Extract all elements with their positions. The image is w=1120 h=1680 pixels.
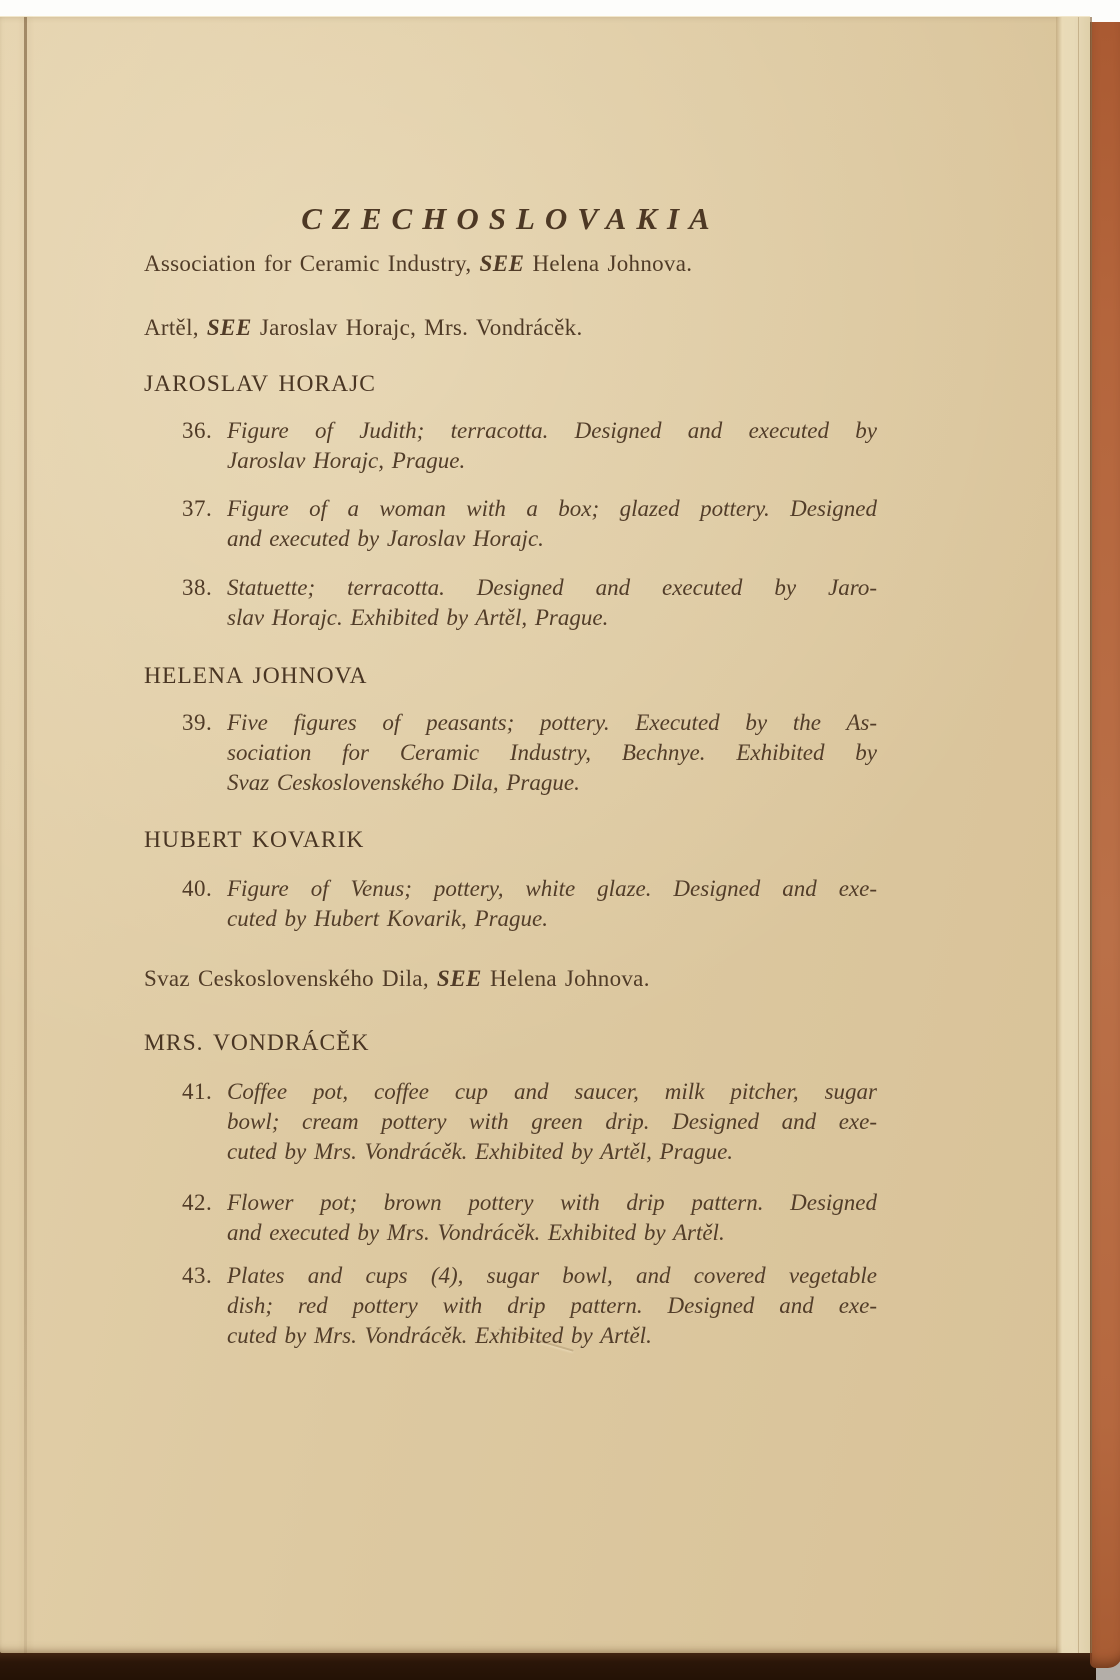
book-cover-edge [1090,22,1120,1668]
item-text-line: Five figures of peasants; pottery. Executed by the As- [227,710,877,735]
item-text-line: Jaroslav Horajc, Prague. [227,448,466,473]
catalog-item-39 [182,708,877,798]
item-text-line: Figure of a woman with a box; glazed pottery. Designed [227,496,877,521]
see-keyword: SEE [479,251,525,276]
cross-reference-artel [144,313,904,343]
item-text-line: Figure of Judith; terracotta. Designed and executed by [227,418,877,443]
item-text-line: slav Horajc. Exhibited by Artěl, Prague. [227,605,609,630]
page-title: CZECHOSLOVAKIA [301,201,720,236]
cross-reference-svaz [144,964,904,994]
item-text-line: sociation for Ceramic Industry, Bechnye. Exhibited by [227,740,877,765]
section-heading-hubert-kovarik: HUBERT KOVARIK [144,827,365,853]
xref-text-before: Association for Ceramic Industry, [144,251,480,276]
item-text-line: Coffee pot, coffee cup and saucer, milk pitcher, sugar [227,1079,877,1104]
item-text-line: Figure of Venus; pottery, white glaze. Designed and exe- [227,876,877,901]
section-heading-helena-johnova: HELENA JOHNOVA [144,663,368,689]
item-text-line: Plates and cups (4), sugar bowl, and covered vegetable [227,1263,877,1288]
cross-reference-association [144,249,904,279]
section-heading-jaroslav-horajc: JAROSLAV HORAJC [144,371,376,397]
item-text-line: cuted by Hubert Kovarik, Prague. [227,906,548,931]
item-text-line: cuted by Mrs. Vondrácěk. Exhibited by Artěl. [227,1323,652,1348]
item-text-line: and executed by Mrs. Vondrácěk. Exhibited by Artěl. [227,1220,725,1245]
catalog-item-40 [182,874,877,934]
item-number: 36. [182,418,213,443]
catalog-item-38 [182,573,877,633]
item-text-line: bowl; cream pottery with green drip. Designed and exe- [227,1109,877,1134]
see-keyword: SEE [436,966,482,991]
xref-text-before: Svaz Ceskoslovenského Dila, [144,966,437,991]
item-number: 38. [182,575,213,600]
catalog-item-43 [182,1261,877,1351]
xref-text-after: Jaroslav Horajc, Mrs. Vondrácěk. [251,315,583,340]
see-keyword: SEE [206,315,252,340]
page-fore-edge [1056,17,1092,1653]
item-text-line: Svaz Ceskoslovenského Dila, Prague. [227,770,580,795]
shelf-background [0,1650,1120,1680]
item-text-line: and executed by Jaroslav Horajc. [227,526,544,551]
item-text-line: Flower pot; brown pottery with drip pattern. Designed [227,1190,877,1215]
page-gutter-shadow [24,17,27,1653]
item-text-line: dish; red pottery with drip pattern. Designed and exe- [227,1293,877,1318]
item-number: 41. [182,1079,213,1104]
catalog-item-36 [182,416,877,476]
xref-text-after: Helena Johnova. [481,966,650,991]
xref-text-before: Artěl, [144,315,207,340]
item-number: 39. [182,710,213,735]
xref-text-after: Helena Johnova. [524,251,693,276]
catalog-item-42 [182,1188,877,1248]
item-number: 42. [182,1190,213,1215]
item-text-line: cuted by Mrs. Vondrácěk. Exhibited by Artěl, Prague. [227,1139,734,1164]
catalog-item-37 [182,494,877,554]
catalog-item-41 [182,1077,877,1167]
item-number: 43. [182,1263,213,1288]
catalog-page [0,16,1090,1653]
item-number: 40. [182,876,213,901]
item-text-line: Statuette; terracotta. Designed and executed by Jaro- [227,575,877,600]
item-number: 37. [182,496,213,521]
section-heading-mrs-vondracek: MRS. VONDRÁCĚK [144,1030,370,1056]
